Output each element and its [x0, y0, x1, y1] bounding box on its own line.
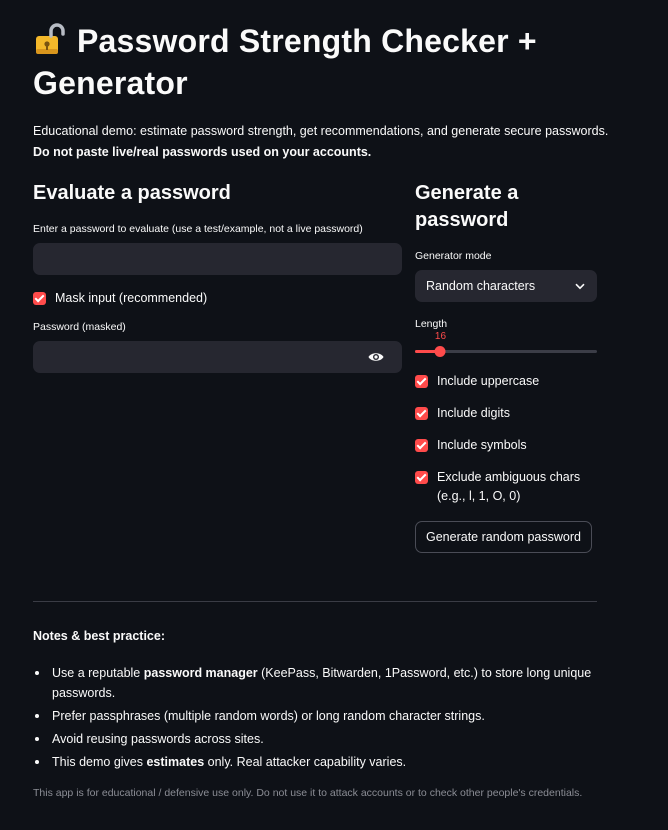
lock-icon: [33, 22, 67, 56]
password-input[interactable]: [33, 243, 402, 275]
intro-warning: Do not paste live/real passwords used on your accounts.: [33, 145, 372, 159]
generator-options: [415, 372, 597, 506]
evaluate-section: [33, 180, 402, 373]
checkbox-checked-icon[interactable]: [415, 439, 428, 452]
include-uppercase-checkbox[interactable]: [415, 372, 597, 391]
masked-password-input[interactable]: [33, 341, 402, 373]
generator-mode-label: Generator mode: [415, 250, 492, 262]
notes-list: [33, 663, 593, 775]
option-label: Include uppercase: [437, 374, 540, 388]
list-item: Prefer passphrases (multiple random words) or long random character strings.: [33, 706, 593, 726]
include-digits-checkbox[interactable]: [415, 404, 597, 423]
page-title-text: Password Strength Checker + Generator: [33, 23, 537, 101]
length-value: 16: [434, 331, 447, 342]
option-label: Include symbols: [437, 438, 527, 452]
include-symbols-checkbox[interactable]: [415, 436, 597, 455]
generate-heading: Generate a password: [415, 182, 519, 231]
divider: [33, 601, 597, 602]
checkbox-checked-icon[interactable]: [415, 471, 428, 484]
list-item: Use a reputable password manager (KeePass, Bitwarden, 1Password, etc.) to store long unique passwords.: [33, 663, 593, 703]
exclude-ambiguous-checkbox[interactable]: [415, 468, 597, 506]
checkbox-checked-icon[interactable]: [415, 407, 428, 420]
password-input-label: Enter a password to evaluate (use a test/example, not a live password): [33, 223, 363, 235]
option-label: Include digits: [437, 406, 510, 420]
eye-icon[interactable]: [368, 351, 384, 363]
chevron-down-icon: [575, 283, 585, 290]
checkbox-checked-icon[interactable]: [33, 292, 46, 305]
option-label: Exclude ambiguous chars (e.g., l, 1, O, 0): [437, 470, 581, 503]
footer-disclaimer: This app is for educational / defensive use only. Do not use it to attack accounts or to check other people's credentials.: [33, 787, 583, 799]
notes-title: Notes & best practice:: [33, 629, 165, 643]
intro-text: [33, 121, 608, 163]
generator-mode-select[interactable]: [415, 270, 597, 302]
length-label: Length: [415, 318, 448, 330]
intro-line1: Educational demo: estimate password strength, get recommendations, and generate secure passwords.: [33, 124, 609, 138]
generate-password-button[interactable]: Generate random password: [415, 521, 592, 553]
length-slider[interactable]: [415, 322, 597, 358]
mask-input-label: Mask input (recommended): [55, 291, 208, 305]
checkbox-checked-icon[interactable]: [415, 375, 428, 388]
list-item: This demo gives estimates only. Real attacker capability varies.: [33, 752, 593, 772]
generate-section: [415, 180, 597, 553]
masked-password-label: Password (masked): [33, 321, 126, 333]
generator-mode-value: Random characters: [426, 279, 536, 293]
evaluate-heading: Evaluate a password: [33, 182, 231, 204]
mask-input-checkbox[interactable]: [33, 289, 402, 308]
page-title: [33, 20, 633, 104]
list-item: Avoid reusing passwords across sites.: [33, 729, 593, 749]
slider-thumb[interactable]: [435, 346, 446, 357]
